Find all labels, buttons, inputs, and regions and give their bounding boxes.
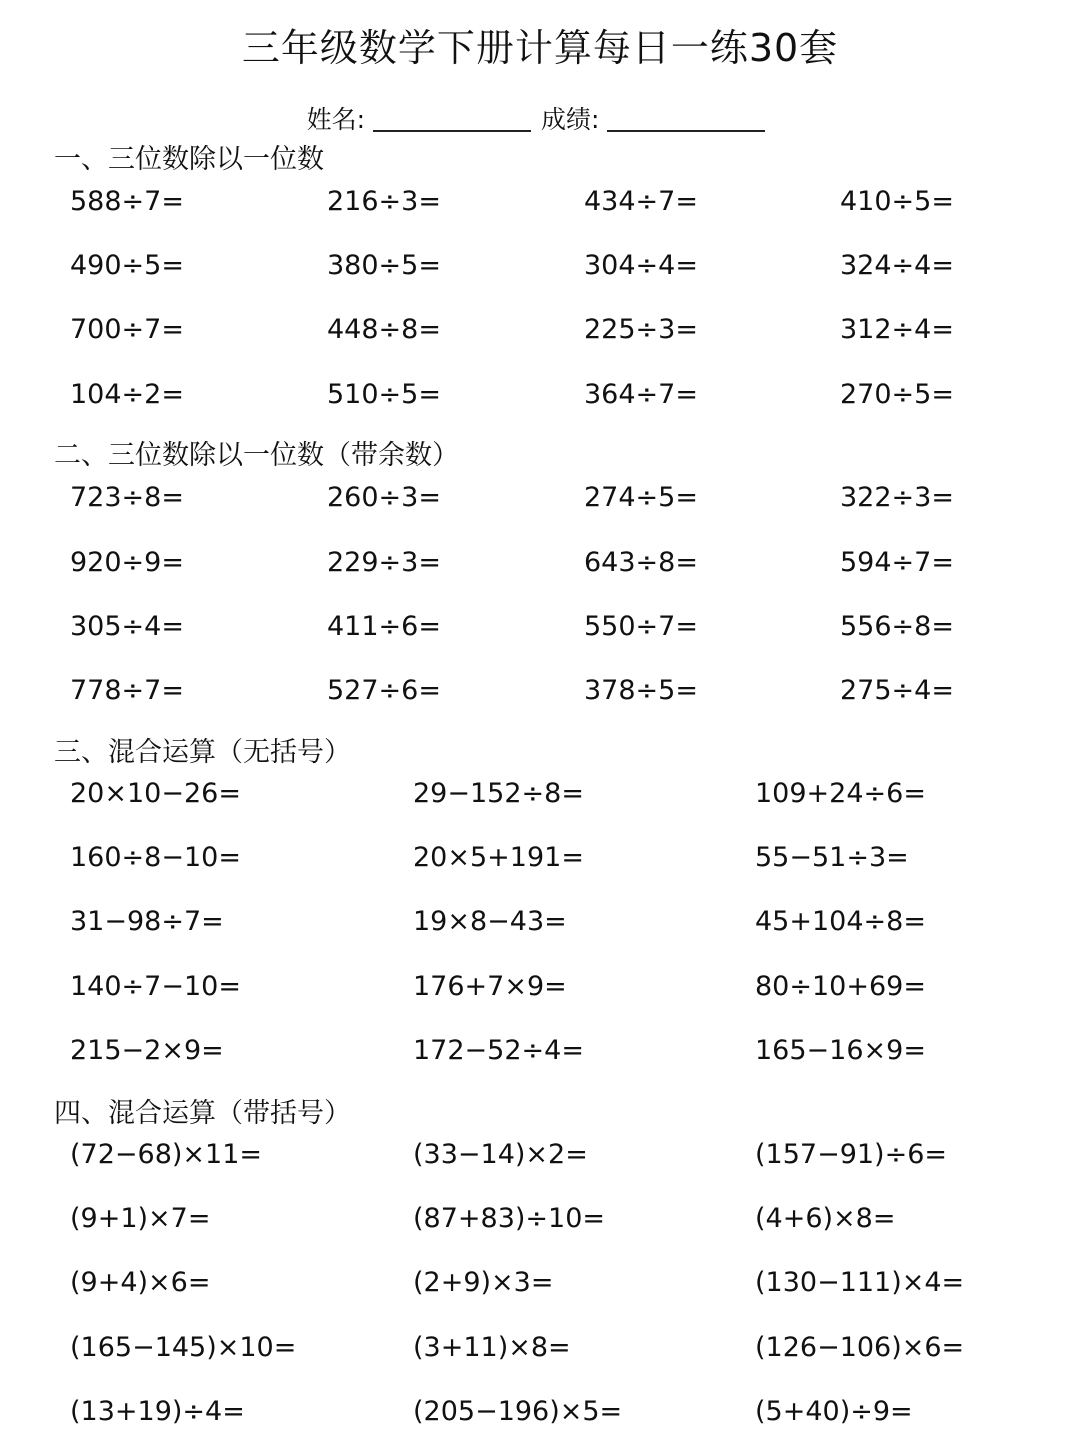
problem: 45+104÷8= — [755, 906, 926, 937]
problem: 172−52÷4= — [413, 1035, 584, 1066]
problem: 556÷8= — [840, 611, 954, 642]
problem: (165−145)×10= — [70, 1332, 297, 1363]
name-blank-line[interactable] — [373, 104, 531, 132]
problem: 322÷3= — [840, 482, 954, 513]
problem: 140÷7−10= — [70, 971, 241, 1002]
problem: (87+83)÷10= — [413, 1203, 606, 1234]
problem: 594÷7= — [840, 547, 954, 578]
problem: 305÷4= — [70, 611, 184, 642]
worksheet-title: 三年级数学下册计算每日一练30套 — [241, 26, 839, 70]
problem: 29−152÷8= — [413, 778, 584, 809]
problem: 160÷8−10= — [70, 842, 241, 873]
problem: 434÷7= — [584, 186, 698, 217]
problem: 229÷3= — [327, 547, 441, 578]
problem: 20×5+191= — [413, 842, 584, 873]
problem: 510÷5= — [327, 379, 441, 410]
section-title-2: 二、三位数除以一位数（带余数） — [54, 440, 459, 471]
problem: (3+11)×8= — [413, 1332, 571, 1363]
problem: 176+7×9= — [413, 971, 567, 1002]
problem: (2+9)×3= — [413, 1267, 554, 1298]
problem: 378÷5= — [584, 675, 698, 706]
problem: 324÷4= — [840, 250, 954, 281]
problem: 312÷4= — [840, 314, 954, 345]
problem: 216÷3= — [327, 186, 441, 217]
section-title-4: 四、混合运算（带括号） — [54, 1098, 351, 1129]
problem: 215−2×9= — [70, 1035, 224, 1066]
problem: (13+19)÷4= — [70, 1396, 245, 1427]
problem: 55−51÷3= — [755, 842, 909, 873]
problem: 225÷3= — [584, 314, 698, 345]
problem: (157−91)÷6= — [755, 1139, 948, 1170]
problem: 104÷2= — [70, 379, 184, 410]
problem: 19×8−43= — [413, 906, 567, 937]
problem: 31−98÷7= — [70, 906, 224, 937]
problem: 275÷4= — [840, 675, 954, 706]
problem: 550÷7= — [584, 611, 698, 642]
problem: 165−16×9= — [755, 1035, 926, 1066]
problem: 778÷7= — [70, 675, 184, 706]
section-title-3: 三、混合运算（无括号） — [54, 737, 351, 768]
problem: 380÷5= — [327, 250, 441, 281]
problem: (205−196)×5= — [413, 1396, 623, 1427]
score-blank-line[interactable] — [607, 104, 765, 132]
problem: (72−68)×11= — [70, 1139, 263, 1170]
problem: 410÷5= — [840, 186, 954, 217]
problem: (5+40)÷9= — [755, 1396, 913, 1427]
problem: 723÷8= — [70, 482, 184, 513]
problem: 643÷8= — [584, 547, 698, 578]
problem: 700÷7= — [70, 314, 184, 345]
student-info-line — [0, 102, 1080, 138]
problem: 304÷4= — [584, 250, 698, 281]
problem: 527÷6= — [327, 675, 441, 706]
problem: 80÷10+69= — [755, 971, 926, 1002]
problem: (33−14)×2= — [413, 1139, 588, 1170]
problem: 588÷7= — [70, 186, 184, 217]
name-label: 姓名: — [306, 105, 365, 134]
problem: (126−106)×6= — [755, 1332, 965, 1363]
problem: 490÷5= — [70, 250, 184, 281]
problem: (4+6)×8= — [755, 1203, 896, 1234]
problem: 20×10−26= — [70, 778, 241, 809]
problem: 920÷9= — [70, 547, 184, 578]
problem: 274÷5= — [584, 482, 698, 513]
problem: 109+24÷6= — [755, 778, 926, 809]
problem: 364÷7= — [584, 379, 698, 410]
problem: 411÷6= — [327, 611, 441, 642]
problem: (130−111)×4= — [755, 1267, 965, 1298]
section-title-1: 一、三位数除以一位数 — [54, 144, 324, 175]
problem: 260÷3= — [327, 482, 441, 513]
problem: (9+4)×6= — [70, 1267, 211, 1298]
problem: (9+1)×7= — [70, 1203, 211, 1234]
problem: 270÷5= — [840, 379, 954, 410]
score-label: 成绩: — [541, 105, 600, 134]
problem: 448÷8= — [327, 314, 441, 345]
